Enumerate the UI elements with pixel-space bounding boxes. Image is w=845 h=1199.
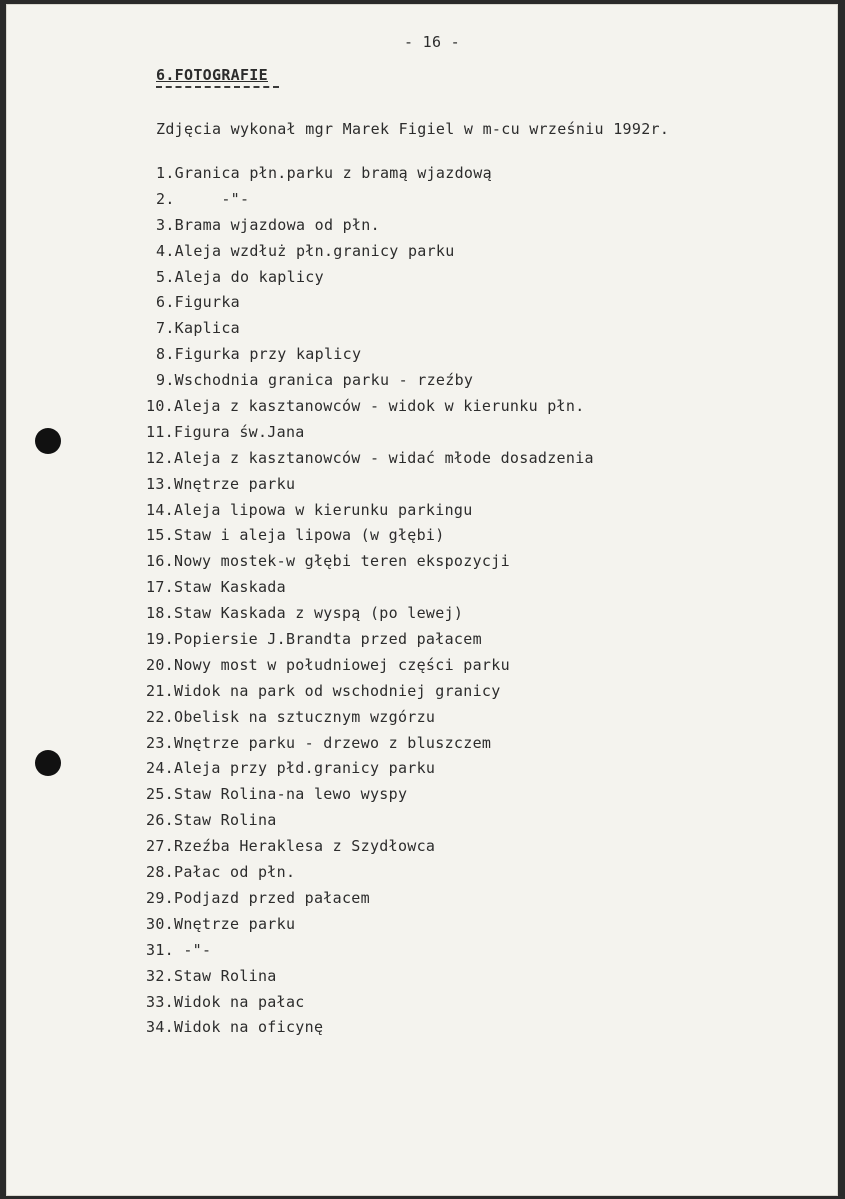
list-item-text: Nowy mostek-w głębi teren ekspozycji: [174, 552, 510, 571]
list-item-number: 1.: [156, 164, 175, 182]
list-item-text: Pałac od płn.: [174, 863, 296, 882]
list-item: [146, 707, 594, 734]
list-item: [146, 966, 594, 993]
list-item-text: -"-: [174, 940, 212, 959]
list-item: [146, 837, 594, 863]
list-item: [146, 604, 594, 630]
photo-list: [146, 164, 594, 1044]
list-item: [146, 1018, 594, 1044]
list-item-number: 6.: [156, 293, 175, 312]
list-item-text: Granica płn.parku z bramą wjazdową: [174, 164, 492, 182]
list-item-number: 28.: [146, 863, 174, 882]
list-item: [146, 630, 594, 656]
list-item-number: 13.: [146, 474, 174, 493]
list-item: [146, 526, 594, 552]
page-number: - 16 -: [404, 33, 460, 51]
list-item: [146, 397, 594, 423]
list-item-number: 3.: [156, 215, 175, 234]
list-item: [156, 216, 594, 242]
list-item: [156, 319, 594, 345]
list-item-text: Figura św.Jana: [174, 422, 305, 441]
list-item-number: 27.: [146, 837, 174, 856]
heading-underline: [156, 86, 279, 88]
list-item-number: 11.: [146, 422, 174, 441]
list-item-text: Staw Rolina: [174, 811, 277, 830]
list-item-number: 26.: [146, 811, 174, 830]
list-item-text: Figurka przy kaplicy: [174, 345, 362, 364]
list-item-number: 32.: [146, 966, 174, 985]
list-item-number: 24.: [146, 759, 174, 778]
list-item-text: Widok na oficynę: [174, 1018, 324, 1037]
list-item: [146, 940, 594, 967]
list-item-text: Podjazd przed pałacem: [174, 888, 370, 907]
list-item-number: 34.: [146, 1018, 174, 1037]
list-item-text: Aleja lipowa w kierunku parkingu: [174, 500, 473, 519]
list-item-number: 2.: [156, 189, 175, 208]
list-item-text: Popiersie J.Brandta przed pałacem: [174, 630, 482, 649]
list-item-number: 16.: [146, 552, 174, 571]
list-item-number: 19.: [146, 630, 174, 649]
list-item-number: 21.: [146, 681, 174, 700]
list-item: [146, 448, 594, 475]
list-item-number: 7.: [156, 319, 175, 338]
list-item: [146, 733, 594, 760]
list-item-number: 5.: [156, 267, 175, 286]
list-item-number: 17.: [146, 578, 174, 597]
list-item-text: Staw Rolina-na lewo wyspy: [174, 785, 408, 804]
list-item-number: 22.: [146, 707, 174, 726]
list-item-text: Obelisk na sztucznym wzgórzu: [174, 707, 436, 726]
list-item-text: -"-: [174, 189, 250, 208]
list-item-text: Brama wjazdowa od płn.: [174, 215, 380, 234]
list-item-number: 12.: [146, 448, 174, 467]
punch-hole: [35, 750, 61, 776]
list-item: [146, 888, 594, 915]
list-item: [156, 371, 594, 397]
list-item: [156, 242, 594, 268]
list-item-number: 15.: [146, 526, 174, 545]
list-item-text: Figurka: [174, 293, 240, 312]
list-item-text: Staw Kaskada z wyspą (po lewej): [174, 604, 464, 623]
list-item: [146, 655, 594, 682]
list-item-number: 25.: [146, 785, 174, 804]
list-item: [156, 190, 594, 216]
list-item-text: Rzeźba Heraklesa z Szydłowca: [174, 837, 436, 856]
list-item: [146, 992, 594, 1019]
list-item-number: 18.: [146, 604, 174, 623]
list-item-number: 23.: [146, 733, 174, 752]
list-item: [146, 759, 594, 785]
list-item-text: Aleja do kaplicy: [174, 267, 324, 286]
list-item: [146, 500, 594, 527]
list-item: [146, 422, 594, 449]
list-item-text: Aleja wzdłuż płn.granicy parku: [174, 241, 455, 260]
list-item: [146, 785, 594, 811]
list-item-number: 8.: [156, 345, 175, 364]
list-item: [156, 164, 594, 190]
list-item-text: Wnętrze parku: [174, 914, 296, 933]
list-item: [146, 811, 594, 837]
punch-hole: [35, 428, 61, 454]
list-item-number: 29.: [146, 888, 174, 907]
list-item-text: Kaplica: [174, 319, 240, 338]
list-item-number: 4.: [156, 241, 175, 260]
intro-text: Zdjęcia wykonał mgr Marek Figiel w m-cu wrześniu 1992r.: [156, 120, 670, 138]
list-item-text: Nowy most w południowej części parku: [174, 655, 510, 674]
list-item: [156, 293, 594, 319]
list-item-number: 14.: [146, 500, 174, 519]
list-item: [146, 474, 594, 501]
list-item-number: 20.: [146, 655, 174, 674]
list-item-text: Wschodnia granica parku - rzeźby: [174, 371, 474, 390]
list-item-text: Widok na park od wschodniej granicy: [174, 681, 501, 700]
list-item: [156, 268, 594, 294]
list-item: [146, 578, 594, 604]
list-item-text: Wnętrze parku - drzewo z bluszczem: [174, 733, 492, 752]
list-item: [146, 681, 594, 708]
list-item-text: Aleja z kasztanowców - widać młode dosadzenia: [174, 448, 594, 467]
list-item-number: 10.: [146, 397, 174, 416]
list-item: [156, 345, 594, 371]
section-heading: 6.FOTOGRAFIE: [156, 66, 268, 84]
list-item-text: Staw Rolina: [174, 966, 277, 985]
list-item-text: Widok na pałac: [174, 992, 305, 1011]
list-item-number: 33.: [146, 992, 174, 1011]
list-item-number: 31.: [146, 940, 174, 959]
list-item-number: 9.: [156, 371, 175, 390]
list-item-text: Staw Kaskada: [174, 578, 286, 597]
list-item-number: 30.: [146, 914, 174, 933]
list-item-text: Aleja z kasztanowców - widok w kierunku płn.: [174, 397, 585, 416]
list-item-text: Staw i aleja lipowa (w głębi): [174, 526, 445, 545]
list-item-text: Aleja przy płd.granicy parku: [174, 759, 436, 778]
list-item: [146, 552, 594, 578]
list-item: [146, 863, 594, 889]
list-item: [146, 914, 594, 941]
list-item-text: Wnętrze parku: [174, 474, 296, 493]
